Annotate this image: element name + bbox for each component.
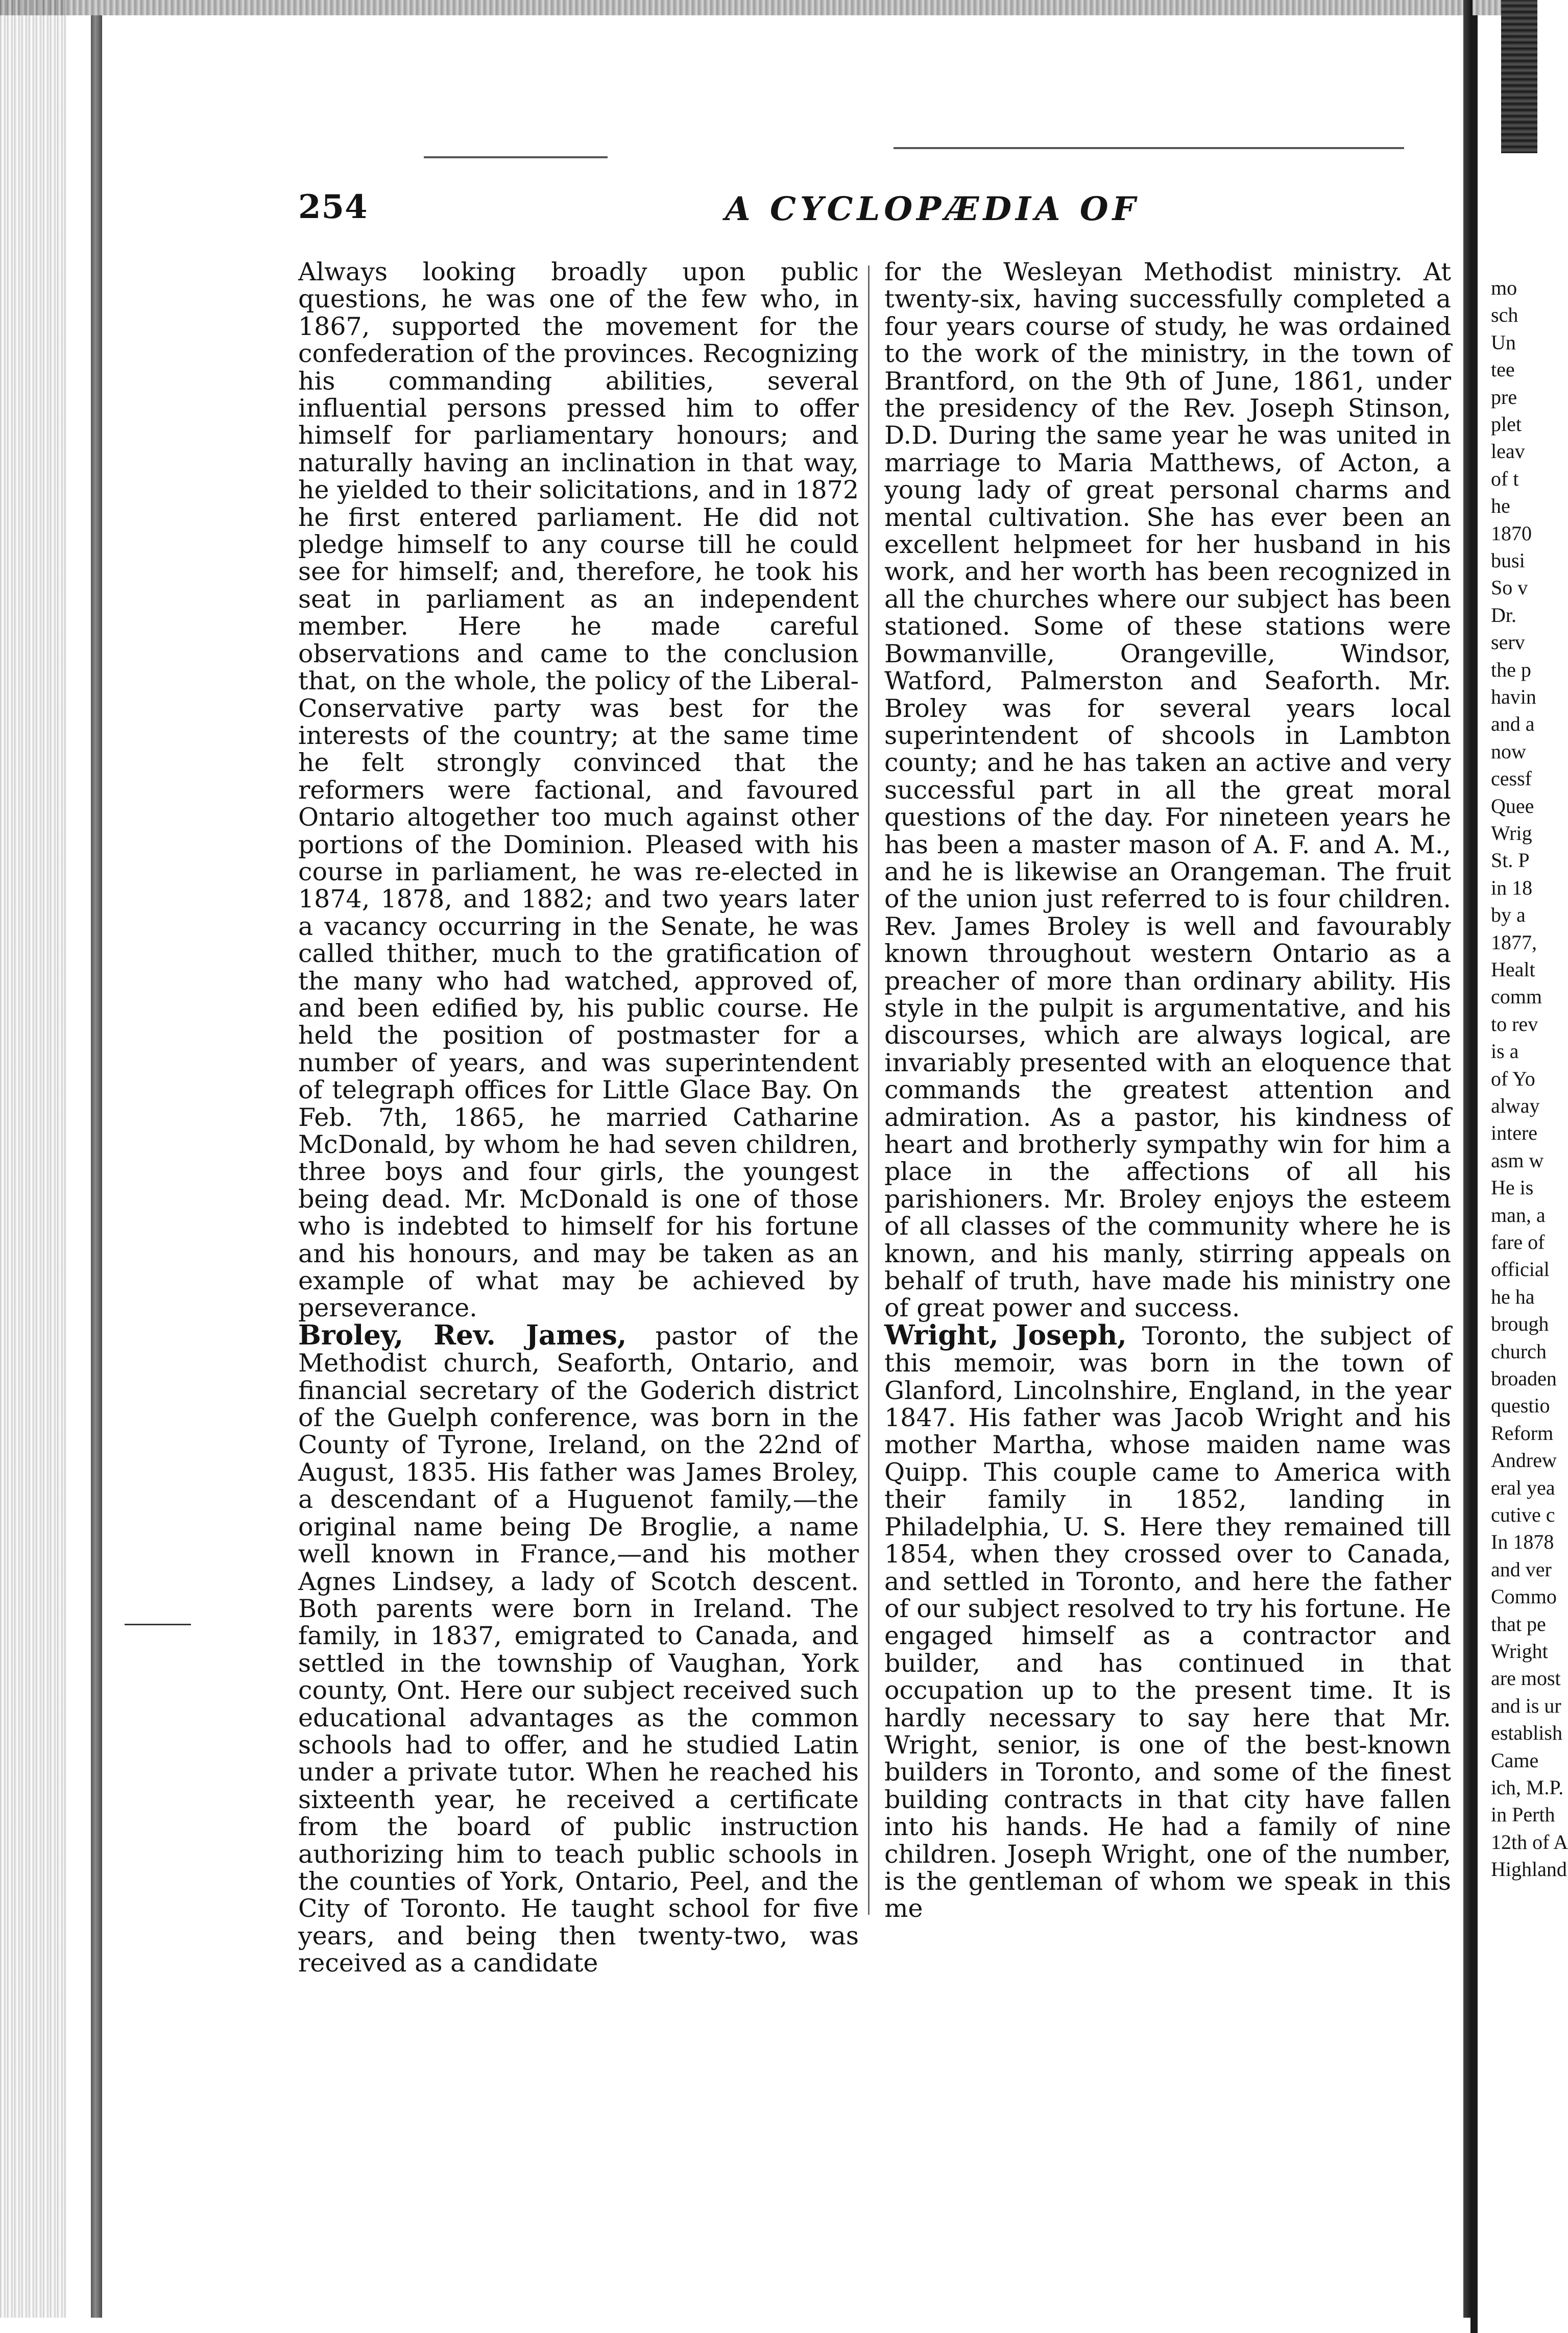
page-number: 254 [298, 188, 368, 226]
adjacent-page-fragment: 1877, [1491, 930, 1537, 954]
adjacent-page-fragment: and ver [1491, 1557, 1552, 1581]
header-rule-left [424, 156, 608, 158]
adjacent-page-fragment: havin [1491, 685, 1536, 708]
adjacent-page-fragment: to rev [1491, 1012, 1538, 1036]
adjacent-page-fragment: alway [1491, 1094, 1540, 1117]
column-divider [868, 266, 870, 1915]
right-paragraph: for the Wesleyan Methodist ministry. At twenty-six, having successfully completed a four years course of study, he was ordained to the work of the ministry, in the town of Brantford, on the 9th of June, 1861, under the presidency of the Rev. Joseph Stinson, D.D. During the same year he was united in marriage to Maria Matthews, of Acton, a young lady of great personal charms and mental cultivation. She has ever been an excellent helpmeet for her husband in his work, and her worth has been recognized in all the churches where our subject has been stationed. Some of these stations were Bowmanville, Orangeville, Windsor, Watford, Palmerston and Seaforth. Mr. Broley was for several years local superintendent of shcools in Lambton county; and he has taken an active and very successful part in all the great moral questions of the day. For nineteen years he has been a master mason of A. F. and A. M., and he is likewise an Orangeman. The fruit of the union just referred to is four children. Rev. James Broley is well and favourably known throughout western Ontario as a preacher of more than ordinary ability. His style in the pulpit is argumentative, and his discourses, which are always logical, are invariably presented with an eloquence that commands the greatest attention and admiration. As a pastor, his kindness of heart and brotherly sympathy win for him a place in the affections of all his parishioners. Mr. Broley enjoys the esteem of all classes of the community where he is known, and his manly, stirring appeals on behalf of truth, have made his ministry one of great power and success. [884, 257, 1451, 1323]
adjacent-page-fragment: and is ur [1491, 1694, 1561, 1717]
scan-binding-shadow [91, 15, 102, 2318]
right-column [884, 258, 1451, 1922]
adjacent-page-fragment: cessf [1491, 767, 1532, 790]
adjacent-page-fragment: brough [1491, 1312, 1549, 1336]
adjacent-page-fragment: Andrew [1491, 1449, 1557, 1472]
entry-name: Broley, Rev. James, [298, 1319, 627, 1351]
adjacent-page-fragment: He is [1491, 1176, 1534, 1199]
adjacent-page-fragment: man, a [1491, 1203, 1546, 1226]
adjacent-page-fragment: broaden [1491, 1367, 1557, 1390]
left-column [298, 258, 859, 1977]
adjacent-page-edge [1470, 15, 1478, 2333]
adjacent-page-fragment: Healt [1491, 958, 1535, 981]
header-rule-right [894, 147, 1404, 149]
adjacent-page-fragment: now [1491, 739, 1526, 763]
adjacent-page-fragment: Came [1491, 1748, 1539, 1772]
entry-name: Wright, Joseph, [884, 1319, 1127, 1351]
adjacent-page-fragment: mo [1491, 276, 1517, 299]
adjacent-page-fragment: 1870 [1491, 521, 1532, 545]
adjacent-page-fragment: Highland [1491, 1858, 1567, 1881]
scan-smudge [125, 1624, 191, 1625]
adjacent-page-fragment: by a [1491, 903, 1526, 927]
adjacent-page-fragment: asm w [1491, 1148, 1544, 1172]
scan-corner-dark [1501, 0, 1537, 153]
adjacent-page-fragment: Un [1491, 330, 1516, 354]
entry-text: Toronto, the subject of this memoir, was born in the town of Glanford, Lincolnshire, England, in the year 1847. His father was Jacob Wright and his mother Martha, whose maiden name was Quipp. This couple came to America with their family in 1852, landing in Philadelphia, U. S. Here they remained till 1854, when they crossed over to Canada, and settled in Toronto, and here the father of our subject resolved to try his fortune. He engaged himself as a contractor and builder, and has continued in that occupation up to the present time. It is hardly necessary to say here that Mr. Wright, senior, is one of the best-known builders in Toronto, and some of the finest building contracts in that city have fallen into his hands. He had a family of nine children. Joseph Wright, one of the number, is the gentleman of whom we speak in this me [884, 1321, 1451, 1923]
adjacent-page-fragment: in 18 [1491, 876, 1533, 899]
left-paragraph: Always looking broadly upon public questions, he was one of the few who, in 1867, supported the movement for the confederation of the provinces. Recognizing his commanding abilities, several influential persons pressed him to offer himself for parliamentary honours; and naturally having an inclination in that way, he yielded to their solicitations, and in 1872 he first entered parliament. He did not pledge himself to any course till he could see for himself; and, therefore, he took his seat in parliament as an independent member. Here he made careful observations and came to the conclusion that, on the whole, the policy of the Liberal-Conservative party was best for the interests of the country; at the same time he felt strongly convinced that the reformers were factional, and favoured Ontario altogether too much against other portions of the Dominion. Pleased with his course in parliament, he was re-elected in 1874, 1878, and 1882; and two years later a vacancy occurring in the Senate, he was called thither, much to the gratification of the many who had watched, approved of, and been edified by, his public course. He held the position of postmaster for a number of years, and was superintendent of telegraph offices for Little Glace Bay. On Feb. 7th, 1865, he married Catharine McDonald, by whom he had seven children, three boys and four girls, the youngest being dead. Mr. McDonald is one of those who is indebted to himself for his fortune and his honours, and may be taken as an example of what may be achieved by perseverance. [298, 257, 859, 1323]
adjacent-page-fragment: that pe [1491, 1612, 1546, 1635]
entry-broley [298, 1319, 859, 1978]
adjacent-page-fragment: questio [1491, 1394, 1550, 1417]
adjacent-page-fragment: Commo [1491, 1585, 1557, 1608]
adjacent-page-fragment: 12th of A [1491, 1830, 1568, 1854]
entry-wright [884, 1319, 1451, 1923]
adjacent-page-fragment: St. P [1491, 849, 1530, 872]
adjacent-page-fragment: pre [1491, 385, 1517, 408]
adjacent-page-fragment: sch [1491, 303, 1518, 327]
adjacent-page-fragment: are most [1491, 1667, 1561, 1690]
adjacent-page-fragment: in Perth [1491, 1803, 1555, 1826]
adjacent-page-fragment: of t [1491, 467, 1519, 490]
adjacent-page-fragment: Wrig [1491, 822, 1532, 845]
adjacent-page-fragment: the p [1491, 658, 1531, 681]
adjacent-page-fragment: he ha [1491, 1285, 1535, 1308]
adjacent-page-fragment: ich, M.P. [1491, 1776, 1564, 1799]
adjacent-page-fragment: plet [1491, 413, 1522, 436]
adjacent-page-fragment: serv [1491, 631, 1525, 654]
adjacent-page-fragment: cutive c [1491, 1503, 1555, 1526]
adjacent-page-fragment: leav [1491, 440, 1525, 463]
adjacent-page-fragment: of Yo [1491, 1067, 1535, 1090]
scan-top-edge [0, 0, 1537, 15]
adjacent-page-fragment: Wright [1491, 1640, 1548, 1663]
adjacent-page-fragment: is a [1491, 1040, 1519, 1063]
adjacent-page-fragment: Quee [1491, 794, 1534, 817]
adjacent-page-fragment: establish [1491, 1721, 1562, 1745]
entry-text: pastor of the Methodist church, Seaforth, Ontario, and financial secretary of the Goderich district of the Guelph conference, was born in the County of Tyrone, Ireland, on the 22nd of August, 1835. His father was James Broley, a descendant of a Huguenot family,—the original name being De Broglie, a name well known in France,—and his mother Agnes Lindsey, a lady of Scotch descent. Both parents were born in Ireland. The family, in 1837, emigrated to Canada, and settled in the township of Vaughan, York county, Ont. Here our subject received such educational advantages as the common schools had to offer, and he studied Latin under a private tutor. When he reached his sixteenth year, he received a certificate from the board of public instruction authorizing him to teach public schools in the counties of York, Ontario, Peel, and the City of Toronto. He taught school for five years, and being then twenty-two, was received as a candidate [298, 1321, 859, 1978]
running-title: A CYCLOPÆDIA OF [725, 190, 1140, 228]
adjacent-page-fragment: tee [1491, 358, 1515, 381]
adjacent-page-fragment: official [1491, 1258, 1550, 1281]
adjacent-page-fragment: church [1491, 1339, 1547, 1363]
adjacent-page-strip [1470, 255, 1568, 1881]
adjacent-page-fragment: eral yea [1491, 1476, 1555, 1499]
scan-left-edge [0, 0, 66, 2318]
adjacent-page-fragment: In 1878 [1491, 1530, 1554, 1554]
adjacent-page-fragment: Reform [1491, 1421, 1554, 1445]
adjacent-page-fragment: and a [1491, 712, 1535, 736]
adjacent-page-fragment: So v [1491, 576, 1528, 599]
adjacent-page-fragment: comm [1491, 985, 1542, 1008]
adjacent-page-fragment: intere [1491, 1121, 1538, 1145]
adjacent-page-fragment: fare of [1491, 1231, 1545, 1254]
adjacent-page-fragment: he [1491, 494, 1510, 518]
adjacent-page-fragment: Dr. [1491, 603, 1516, 627]
adjacent-page-fragment: busi [1491, 549, 1525, 572]
